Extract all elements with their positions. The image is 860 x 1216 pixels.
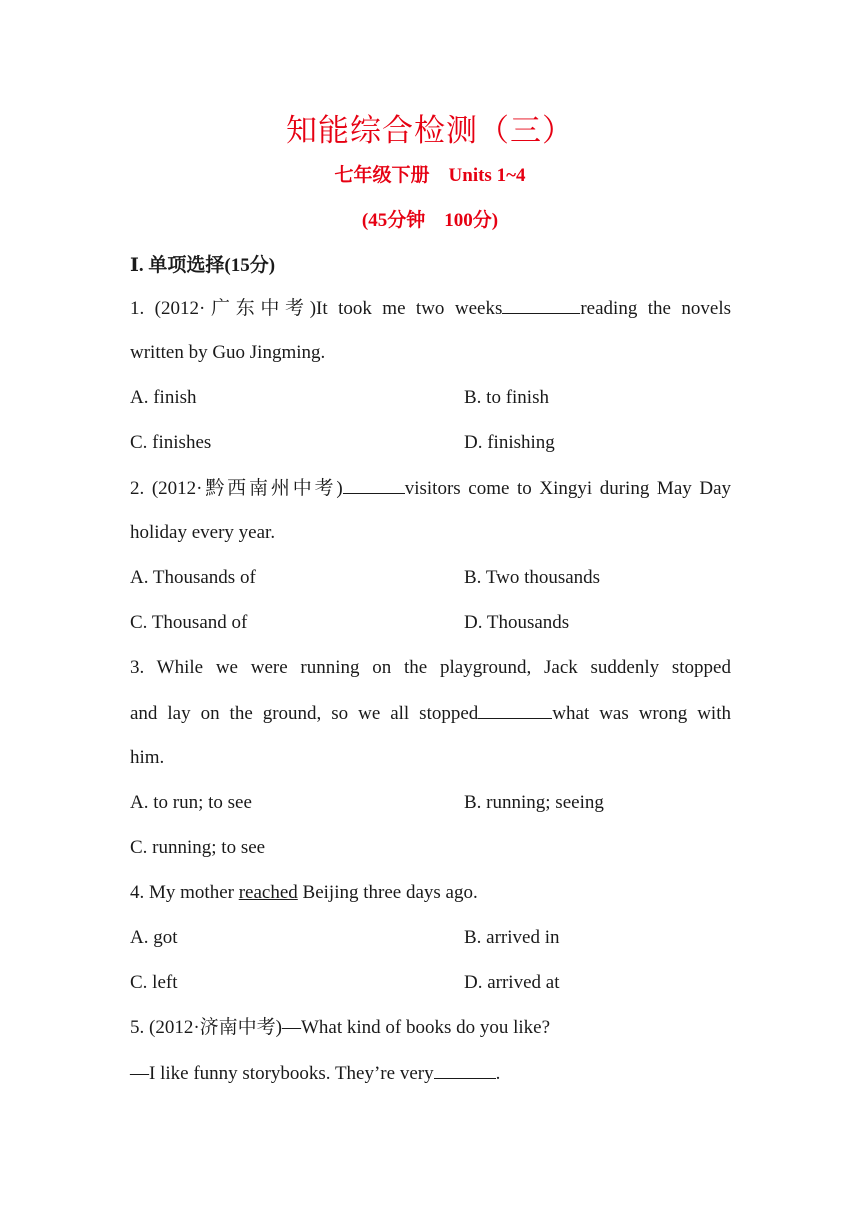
question-4-text: 4. My mother bbox=[130, 882, 239, 903]
question-3-line-1: 3. While we were running on the playground, Jack suddenly stopped bbox=[130, 657, 731, 678]
question-2-line-1 bbox=[130, 476, 731, 501]
option-d: D. finishing bbox=[464, 432, 555, 453]
question-1-line-1 bbox=[130, 296, 731, 321]
question-3-text-cont: what was wrong with bbox=[552, 703, 731, 724]
option-c: C. left bbox=[130, 972, 178, 993]
section-heading: Ⅰ. 单项选择(15分) bbox=[130, 255, 276, 276]
option-b: B. Two thousands bbox=[464, 567, 601, 588]
question-3-line-3: him. bbox=[130, 747, 165, 768]
option-c: C. running; to see bbox=[130, 837, 266, 858]
option-c: C. Thousand of bbox=[130, 612, 248, 633]
question-2-line-2: holiday every year. bbox=[130, 522, 276, 543]
question-1-line-2: written by Guo Jingming. bbox=[130, 342, 326, 363]
option-a: A. to run; to see bbox=[130, 792, 252, 813]
option-b: B. arrived in bbox=[464, 927, 560, 948]
answer-blank bbox=[434, 1061, 496, 1079]
question-5-text-cont: . bbox=[495, 1063, 501, 1084]
question-3-text: and lay on the ground, so we all stopped bbox=[130, 703, 479, 724]
option-a: A. finish bbox=[130, 387, 197, 408]
question-1-text: 1. (2012·广东中考)It took me two weeks bbox=[130, 298, 503, 319]
question-5-line-1: 5. (2012·济南中考)—What kind of books do you like? bbox=[130, 1017, 551, 1038]
page-title: 知能综合检测（三） bbox=[286, 113, 574, 149]
question-2-text-cont: visitors come to Xingyi during May Day bbox=[404, 478, 732, 499]
question-5-text: —I like funny storybooks. They’re very bbox=[130, 1063, 434, 1084]
answer-blank bbox=[502, 296, 580, 314]
option-b: B. running; seeing bbox=[464, 792, 604, 813]
option-d: D. arrived at bbox=[464, 972, 560, 993]
answer-blank bbox=[343, 476, 405, 494]
option-d: D. Thousands bbox=[464, 612, 570, 633]
option-b: B. to finish bbox=[464, 387, 549, 408]
question-4-text-cont: Beijing three days ago. bbox=[297, 882, 478, 903]
question-1-text-cont: reading the novels bbox=[580, 298, 731, 319]
underlined-word: reached bbox=[238, 882, 298, 903]
question-4-line-1 bbox=[130, 881, 478, 905]
question-5-line-2 bbox=[130, 1061, 500, 1086]
question-2-text: 2. (2012·黔西南州中考) bbox=[130, 478, 343, 499]
option-a: A. Thousands of bbox=[130, 567, 256, 588]
answer-blank bbox=[478, 701, 552, 719]
time-subtitle: (45分钟 100分) bbox=[361, 210, 499, 231]
question-3-line-2 bbox=[130, 701, 731, 726]
option-c: C. finishes bbox=[130, 432, 212, 453]
option-a: A. got bbox=[130, 927, 178, 948]
grade-subtitle: 七年级下册 Units 1~4 bbox=[334, 165, 526, 186]
